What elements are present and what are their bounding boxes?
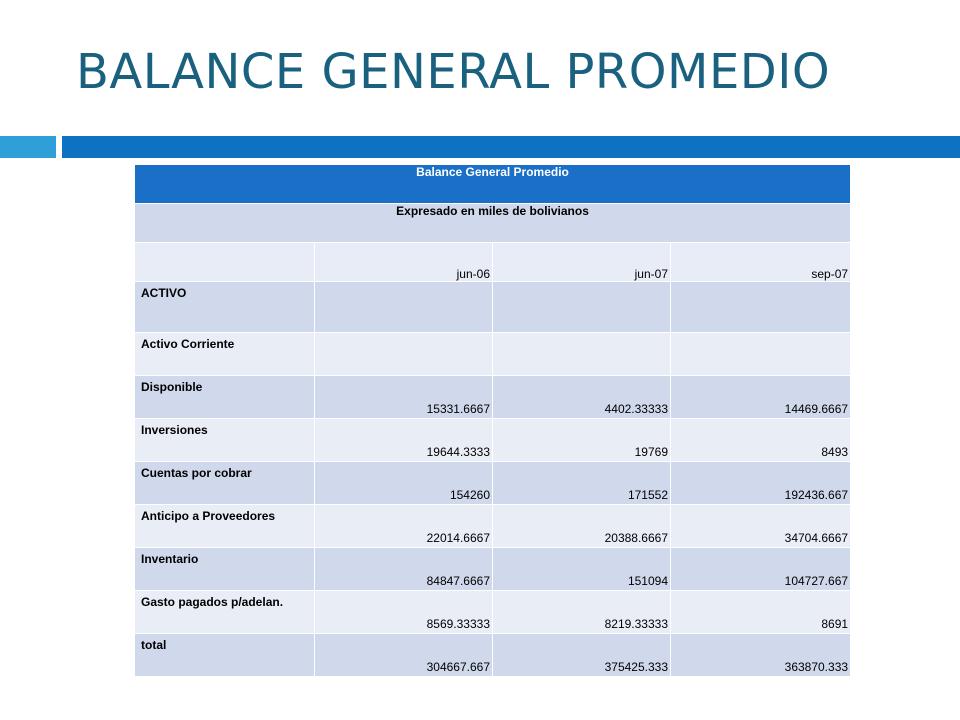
slide-title: BALANCE GENERAL PROMEDIO (76, 44, 831, 100)
row-label: Gasto pagados p/adelan. (135, 591, 315, 634)
table-row-total (135, 634, 851, 677)
row-value: 304667.667 (315, 634, 493, 677)
period-header-1: jun-06 (315, 243, 493, 282)
row-value: 84847.6667 (315, 548, 493, 591)
table-row (135, 505, 851, 548)
row-label: Cuentas por cobrar (135, 462, 315, 505)
row-label: Disponible (135, 376, 315, 419)
balance-table (134, 164, 851, 677)
row-label: ACTIVO (135, 282, 315, 333)
row-value (671, 282, 851, 333)
row-value: 8569.33333 (315, 591, 493, 634)
table-subtitle: Expresado en miles de bolivianos (135, 204, 851, 243)
table-row (135, 282, 851, 333)
row-label: total (135, 634, 315, 677)
table-subtitle-row (135, 204, 851, 243)
row-value: 104727.667 (671, 548, 851, 591)
row-label: Inversiones (135, 419, 315, 462)
table-title-row (135, 165, 851, 204)
row-value: 154260 (315, 462, 493, 505)
row-label: Anticipo a Proveedores (135, 505, 315, 548)
row-value: 22014.6667 (315, 505, 493, 548)
row-value: 4402.33333 (493, 376, 671, 419)
period-header-3: sep-07 (671, 243, 851, 282)
period-header-row (135, 243, 851, 282)
row-value: 15331.6667 (315, 376, 493, 419)
row-value (315, 282, 493, 333)
row-value: 375425.333 (493, 634, 671, 677)
row-value (671, 333, 851, 376)
table-row (135, 591, 851, 634)
table-row (135, 376, 851, 419)
table-title: Balance General Promedio (135, 165, 851, 204)
row-value (493, 333, 671, 376)
table-row (135, 548, 851, 591)
row-value: 19769 (493, 419, 671, 462)
row-value: 20388.6667 (493, 505, 671, 548)
period-header-2: jun-07 (493, 243, 671, 282)
row-label: Inventario (135, 548, 315, 591)
row-value: 171552 (493, 462, 671, 505)
row-value: 34704.6667 (671, 505, 851, 548)
period-header-empty (135, 243, 315, 282)
row-label: Activo Corriente (135, 333, 315, 376)
table-row (135, 419, 851, 462)
row-value: 363870.333 (671, 634, 851, 677)
table-row (135, 333, 851, 376)
accent-bar-right (62, 136, 960, 158)
row-value: 14469.6667 (671, 376, 851, 419)
row-value: 19644.3333 (315, 419, 493, 462)
row-value (315, 333, 493, 376)
row-value: 8691 (671, 591, 851, 634)
table-row (135, 462, 851, 505)
row-value: 8493 (671, 419, 851, 462)
accent-bar-left (0, 136, 56, 158)
row-value: 8219.33333 (493, 591, 671, 634)
row-value: 192436.667 (671, 462, 851, 505)
row-value (493, 282, 671, 333)
row-value: 151094 (493, 548, 671, 591)
